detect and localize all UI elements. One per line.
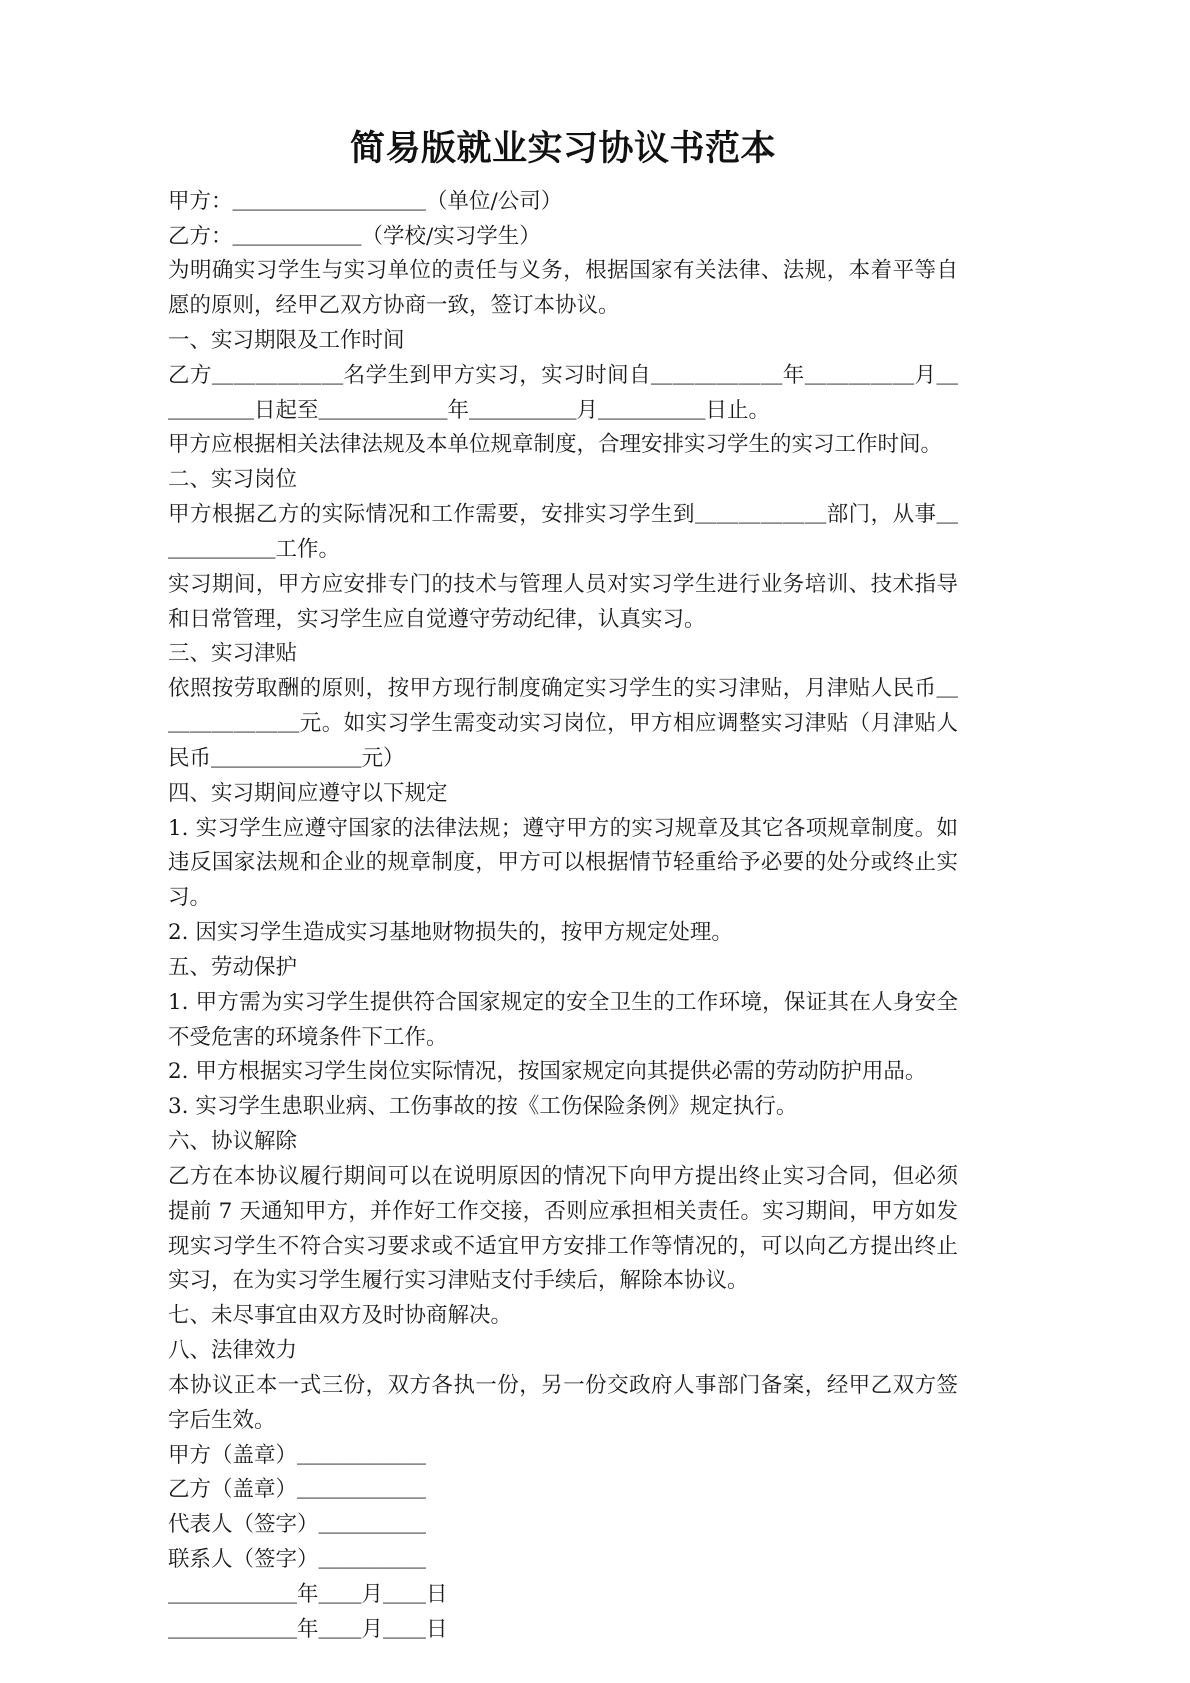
section-3-heading: 三、实习津贴 [168, 641, 298, 667]
section-3-allowance: 依照按劳取酬的原则，按甲方现行制度确定实习学生的实习津贴，月津贴人民币＿＿＿＿＿＿＿元。如实习学生需变动实习岗位，甲方相应调整实习津贴（月津贴人民币＿＿＿＿＿＿＿元） [168, 676, 958, 771]
paragraph-container [168, 185, 958, 1648]
signature-party-a: 甲方（盖章）＿＿＿＿＿＿ [168, 1442, 427, 1468]
section-4-heading: 四、实习期间应遵守以下规定 [168, 780, 448, 806]
section-5-item-2: 2. 甲方根据实习学生岗位实际情况，按国家规定向其提供必需的劳动防护用品。 [168, 1059, 927, 1085]
page-title: 简易版就业实习协议书范本 [349, 129, 776, 169]
section-8-body: 本协议正本一式三份，双方各执一份，另一份交政府人事部门备案，经甲乙双方签字后生效。 [168, 1372, 958, 1433]
section-5-item-3: 3. 实习学生患职业病、工伤事故的按《工伤保险条例》规定执行。 [168, 1094, 798, 1120]
signature-representative: 代表人（签字）＿＿＿＿＿ [168, 1512, 427, 1538]
party-a-line: 甲方：＿＿＿＿＿＿＿＿＿（单位/公司） [168, 188, 563, 214]
document-body [168, 128, 958, 1647]
date-line-2: ＿＿＿＿＿＿年＿＿月＿＿日 [168, 1616, 448, 1642]
section-1-term: 乙方＿＿＿＿＿＿名学生到甲方实习，实习时间自＿＿＿＿＿＿年＿＿＿＿＿月＿＿＿＿＿日起至＿＿＿＿＿＿年＿＿＿＿＿月＿＿＿＿＿日止。 [168, 362, 958, 423]
section-2-heading: 二、实习岗位 [168, 467, 298, 493]
section-8-heading: 八、法律效力 [168, 1338, 298, 1364]
section-4-item-1: 1. 实习学生应遵守国家的法律法规；遵守甲方的实习规章及其它各项规章制度。如违反国家法规和企业的规章制度，甲方可以根据情节轻重给予必要的处分或终止实习。 [168, 815, 958, 911]
section-2-training: 实习期间，甲方应安排专门的技术与管理人员对实习学生进行业务培训、技术指导和日常管理，实习学生应自觉遵守劳动纪律，认真实习。 [168, 571, 958, 632]
section-5-item-1: 1. 甲方需为实习学生提供符合国家规定的安全卫生的工作环境，保证其在人身安全不受危害的环境条件下工作。 [168, 989, 958, 1050]
section-6-body: 乙方在本协议履行期间可以在说明原因的情况下向甲方提出终止实习合同，但必须提前 7 天通知甲方，并作好工作交接，否则应承担相关责任。实习期间，甲方如发现实习学生不符合实习要求或不适宜甲方安排工作等情况的，可以向乙方提出终止实习，在为实习学生履行实习津贴支付手续后，解除本协议。 [168, 1163, 958, 1294]
section-7-heading: 七、未尽事宜由双方及时协商解决。 [168, 1303, 513, 1329]
date-line-1: ＿＿＿＿＿＿年＿＿月＿＿日 [168, 1581, 448, 1607]
party-b-line: 乙方：＿＿＿＿＿＿（学校/实习学生） [168, 223, 541, 249]
section-1-heading: 一、实习期限及工作时间 [168, 328, 405, 353]
preamble: 为明确实习学生与实习单位的责任与义务，根据国家有关法律、法规，本着平等自愿的原则，经甲乙双方协商一致，签订本协议。 [168, 258, 958, 319]
section-6-heading: 六、协议解除 [168, 1129, 298, 1155]
section-2-post: 甲方根据乙方的实际情况和工作需要，安排实习学生到＿＿＿＿＿＿部门，从事＿＿＿＿＿＿工作。 [168, 502, 958, 562]
section-4-item-2: 2. 因实习学生造成实习基地财物损失的，按甲方规定处理。 [168, 920, 733, 946]
section-5-heading: 五、劳动保护 [168, 954, 298, 980]
signature-contact: 联系人（签字）＿＿＿＿＿ [168, 1546, 427, 1572]
section-1-worktime: 甲方应根据相关法律法规及本单位规章制度，合理安排实习学生的实习工作时间。 [168, 432, 943, 458]
signature-party-b: 乙方（盖章）＿＿＿＿＿＿ [168, 1477, 427, 1503]
